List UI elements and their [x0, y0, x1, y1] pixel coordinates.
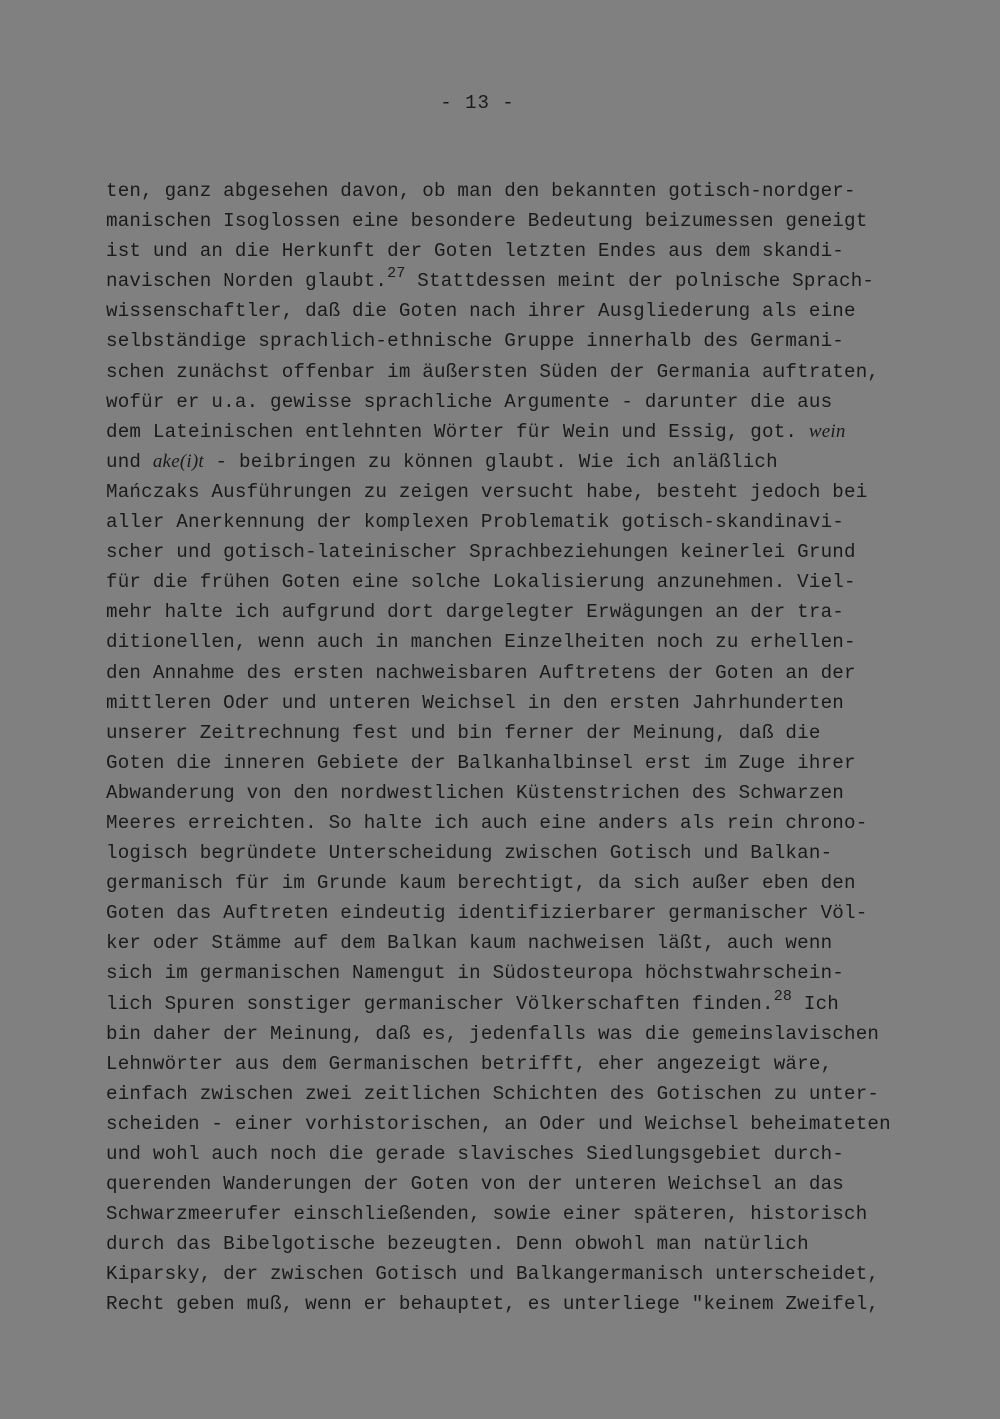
text-line: Kiparsky, der zwischen Gotisch und Balkangermanisch unterscheidet, [106, 1263, 880, 1286]
text-line: einfach zwischen zwei zeitlichen Schichten des Gotischen zu unter- [106, 1082, 880, 1105]
text-line: wofür er u.a. gewisse sprachliche Argumente - darunter die aus [106, 390, 833, 413]
text-line: mittleren Oder und unteren Weichsel in den ersten Jahrhunderten [106, 691, 845, 714]
text-line: ker oder Stämme auf dem Balkan kaum nachweisen läßt, auch wenn [106, 932, 833, 955]
text-line: wissenschaftler, daß die Goten nach ihrer Ausgliederung als eine [106, 300, 856, 323]
text-line: den Annahme des ersten nachweisbaren Auftretens der Goten an der [106, 661, 856, 684]
text-line: ten, ganz abgesehen davon, ob man den bekannten gotisch-nordger- [106, 180, 856, 202]
line-text: navischen Norden glaubt. [106, 270, 388, 293]
text-line: mehr halte ich aufgrund dort dargelegter Erwägungen an der tra- [106, 601, 845, 624]
text-line: aller Anerkennung der komplexen Problematik gotisch-skandinavi- [106, 511, 845, 534]
footnote-marker: 28 [773, 987, 793, 1005]
text-line: logisch begründete Unterscheidung zwischen Gotisch und Balkan- [106, 842, 833, 865]
text-line: Recht geben muß, wenn er behauptet, es unterliege "keinem Zweifel, [106, 1293, 880, 1316]
text-line: ist und an die Herkunft der Goten letzten Endes aus dem skandi- [106, 240, 845, 263]
text-line: ditionellen, wenn auch in manchen Einzelheiten noch zu erhellen- [106, 631, 856, 654]
line-text: lich Spuren sonstiger germanischer Völkerschaften finden. [106, 992, 774, 1015]
text-line: manischen Isoglossen eine besondere Bedeutung beizumessen geneigt [106, 210, 868, 233]
line-text: - beibringen zu können glaubt. Wie ich anläßlich [203, 450, 778, 473]
text-line: Abwanderung von den nordwestlichen Küstenstrichen des Schwarzen [106, 781, 845, 804]
line-text: Ich [792, 992, 839, 1015]
line-text: Stattdessen meint der polnische Sprach- [405, 270, 875, 293]
text-line: unserer Zeitrechnung fest und bin ferner der Meinung, daß die [106, 721, 821, 744]
text-line: selbständige sprachlich-ethnische Gruppe innerhalb des Germani- [106, 330, 845, 353]
text-line: Schwarzmeerufer einschließenden, sowie einer späteren, historisch [106, 1203, 868, 1226]
text-line: Goten die inneren Gebiete der Balkanhalbinsel erst im Zuge ihrer [106, 751, 856, 774]
text-line: germanisch für im Grunde kaum berechtigt, da sich außer eben den [106, 872, 856, 895]
page-number: - 13 - [440, 92, 515, 114]
text-line [106, 417, 926, 447]
line-text: dem Lateinischen entlehnten Wörter für Wein und Essig, got. [106, 420, 809, 443]
text-line [106, 266, 926, 296]
text-line: Goten das Auftreten eindeutig identifizierbarer germanischer Völ- [106, 902, 868, 925]
text-line [106, 989, 926, 1019]
italic-word: ake(i)t [152, 450, 204, 472]
body-text [106, 176, 926, 1320]
line-text: und [106, 450, 153, 473]
text-line: und wohl auch noch die gerade slavisches Siedlungsgebiet durch- [106, 1143, 845, 1165]
text-line: sich im germanischen Namengut in Südosteuropa höchstwahrschein- [106, 962, 845, 985]
text-line: durch das Bibelgotische bezeugten. Denn obwohl man natürlich [106, 1233, 809, 1256]
italic-word: wein [808, 420, 846, 442]
text-line: bin daher der Meinung, daß es, jedenfalls was die gemeinslavischen [106, 1022, 880, 1045]
text-line: scheiden - einer vorhistorischen, an Oder und Weichsel beheimateten [106, 1112, 891, 1135]
footnote-marker: 27 [387, 265, 406, 283]
text-line: für die frühen Goten eine solche Lokalisierung anzunehmen. Viel- [106, 571, 856, 594]
text-line: querenden Wanderungen der Goten von der unteren Weichsel an das [106, 1173, 845, 1196]
text-line: schen zunächst offenbar im äußersten Süden der Germania auftraten, [106, 360, 880, 383]
text-line [106, 447, 926, 477]
text-line: Meeres erreichten. So halte ich auch eine anders als rein chrono- [106, 811, 868, 834]
text-line: scher und gotisch-lateinischer Sprachbeziehungen keinerlei Grund [106, 541, 856, 564]
text-line: Lehnwörter aus dem Germanischen betrifft, eher angezeigt wäre, [106, 1052, 833, 1075]
text-line: Mańczaks Ausführungen zu zeigen versucht habe, besteht jedoch bei [106, 480, 868, 503]
